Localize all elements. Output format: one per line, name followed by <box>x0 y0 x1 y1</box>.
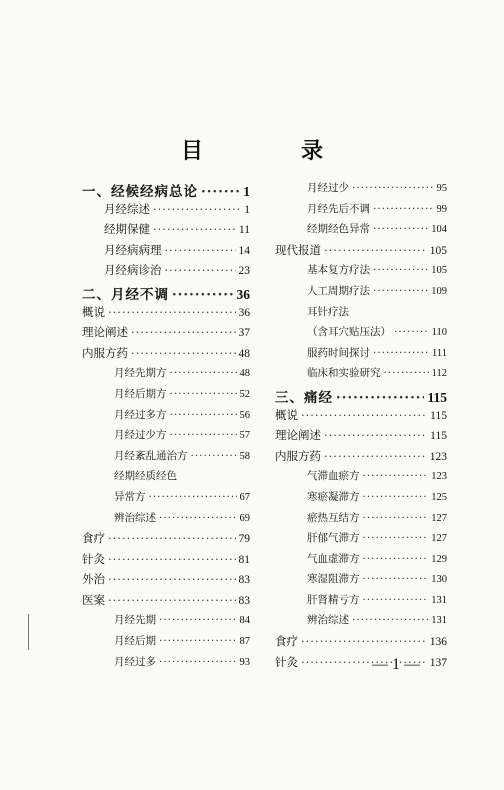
toc-entry-page: 137 <box>429 656 447 669</box>
toc-entry-label: 理论阐述 <box>82 325 128 340</box>
dot-leader <box>191 450 237 462</box>
toc-entry[interactable] <box>275 468 447 489</box>
toc-entry-page: 99 <box>436 203 447 215</box>
toc-entry-label: 概说 <box>82 304 105 319</box>
dot-leader <box>363 512 429 524</box>
toc-entry-page: 127 <box>431 533 447 545</box>
toc-entry-label: 概说 <box>275 407 298 422</box>
toc-entry-page: 48 <box>238 347 250 360</box>
toc-entry[interactable] <box>275 221 447 242</box>
toc-entry-page: 115 <box>430 409 447 422</box>
toc-entry-page: 11 <box>238 224 250 237</box>
toc-entry-label: 辨治综述 <box>114 511 156 524</box>
toc-entry-label: 针灸 <box>82 551 105 566</box>
toc-entry[interactable] <box>275 633 447 654</box>
toc-entry[interactable] <box>82 201 250 222</box>
toc-entry[interactable] <box>82 510 250 531</box>
toc-entry[interactable] <box>82 489 250 510</box>
toc-entry-page: 127 <box>431 512 447 524</box>
toc-entry-page: 87 <box>239 636 250 648</box>
toc-entry[interactable] <box>275 365 447 386</box>
dot-leader <box>170 429 237 441</box>
toc-entry[interactable] <box>275 571 447 592</box>
page-edge-mark <box>28 614 29 650</box>
toc-entry-page: 36 <box>236 286 250 302</box>
page-title: 目 录 <box>180 138 361 164</box>
dot-leader <box>363 594 429 606</box>
toc-entry-label: 寒湿阻滞方 <box>307 573 360 586</box>
toc-entry-page: 111 <box>432 347 447 359</box>
toc-entry-label: 服药时间探讨 <box>307 346 370 359</box>
dot-leader <box>153 202 241 216</box>
toc-entry-label: 月经后期 <box>114 635 156 648</box>
toc-entry-label: 经期保健 <box>104 222 150 237</box>
dot-leader <box>159 635 237 647</box>
dot-leader <box>301 634 427 648</box>
toc-entry-page: 104 <box>431 224 447 236</box>
toc-entry[interactable] <box>82 571 250 592</box>
toc-entry[interactable] <box>275 242 447 263</box>
dot-leader <box>352 182 434 194</box>
dot-leader <box>165 243 236 257</box>
toc-entry-page: 129 <box>431 553 447 565</box>
toc-entry-label: 气滞血瘀方 <box>307 470 360 483</box>
dot-leader <box>373 264 428 276</box>
toc-entry[interactable] <box>275 489 447 510</box>
toc-entry-label: 异常方 <box>114 490 146 503</box>
toc-entry[interactable] <box>275 304 447 325</box>
toc-entry[interactable] <box>82 427 250 448</box>
dot-leader <box>373 223 428 235</box>
toc-entry[interactable] <box>82 448 250 469</box>
toc-entry-label: 一、经候经病总论 <box>82 184 198 200</box>
toc-entry-label: 二、月经不调 <box>82 286 169 303</box>
toc-entry-page: 123 <box>431 471 447 483</box>
dot-leader <box>373 347 429 359</box>
toc-entry[interactable] <box>275 283 447 304</box>
toc-entry-label: 月经综述 <box>104 201 150 216</box>
toc-entry[interactable] <box>275 201 447 222</box>
toc-entry-page: 125 <box>431 491 447 503</box>
toc-entry[interactable] <box>82 633 250 654</box>
dot-leader <box>301 408 427 422</box>
toc-entry-label: 食疗 <box>82 531 105 546</box>
toc-entry[interactable] <box>275 180 447 201</box>
dot-leader <box>363 491 429 503</box>
page-number: — 1 — <box>372 656 420 673</box>
toc-entry-page: 1 <box>243 184 250 199</box>
toc-entry-label: 月经后期方 <box>114 387 167 400</box>
toc-entry-label: 月经过少方 <box>114 429 167 442</box>
dot-leader <box>363 573 429 585</box>
toc-entry[interactable] <box>275 654 447 675</box>
dot-leader <box>324 428 427 442</box>
dot-leader <box>373 203 434 215</box>
toc-entry-page: 52 <box>239 388 250 400</box>
dot-leader <box>170 388 237 400</box>
toc-entry-page: 84 <box>239 615 250 627</box>
dot-leader <box>352 614 428 626</box>
toc-entry-page: 95 <box>436 183 447 194</box>
toc-entry[interactable] <box>275 612 447 633</box>
toc-entry[interactable] <box>82 324 250 345</box>
toc-entry[interactable] <box>275 262 447 283</box>
toc-right-column <box>275 180 447 674</box>
toc-entry-label: 理论阐述 <box>275 428 321 443</box>
dot-leader <box>131 346 236 360</box>
toc-entry-page: 93 <box>239 656 250 668</box>
toc-entry-label: 内服方药 <box>275 448 321 463</box>
dot-leader <box>108 531 236 545</box>
toc-entry-page: 115 <box>427 389 447 405</box>
toc-entry-label: 耳针疗法 <box>307 305 349 318</box>
toc-entry-page: 58 <box>239 450 250 462</box>
dot-leader <box>363 532 429 544</box>
toc-entry-label: 现代报道 <box>275 242 321 257</box>
toc-entry-page: 131 <box>431 615 447 627</box>
toc-entry-label: 气血虚滞方 <box>307 552 360 565</box>
toc-entry-label: 三、痛经 <box>275 389 333 406</box>
toc-entry[interactable] <box>82 551 250 572</box>
toc-entry[interactable] <box>275 386 447 407</box>
toc-entry-label: 辨治综述 <box>307 614 349 627</box>
dot-leader <box>159 614 237 626</box>
dot-leader <box>159 656 237 668</box>
toc-entry[interactable] <box>82 386 250 407</box>
dot-leader <box>108 552 236 566</box>
dot-leader <box>384 367 429 379</box>
toc-entry-page: 123 <box>429 450 447 463</box>
toc-entry-label: 月经过少 <box>307 182 349 194</box>
toc-entry-page: 69 <box>239 512 250 524</box>
toc-entry[interactable] <box>82 283 250 304</box>
dot-leader <box>170 409 237 421</box>
toc-entry-label: 肝郁气滞方 <box>307 532 360 545</box>
dot-leader <box>172 287 234 303</box>
dot-leader <box>363 470 429 482</box>
toc-entry-label: 瘀热互结方 <box>307 511 360 524</box>
toc-entry-page: 67 <box>239 491 250 503</box>
toc-entry-label: 基本复方疗法 <box>307 264 370 277</box>
toc-entry[interactable] <box>82 612 250 633</box>
toc-entry[interactable] <box>82 468 250 489</box>
dot-leader <box>324 243 427 257</box>
toc-entry-label: 内服方药 <box>82 345 128 360</box>
toc-entry[interactable] <box>275 551 447 572</box>
toc-entry-label: 食疗 <box>275 634 298 649</box>
toc-entry[interactable] <box>275 530 447 551</box>
dot-leader <box>363 553 429 565</box>
dot-leader <box>336 390 424 406</box>
dot-leader <box>108 572 236 586</box>
toc-entry-page: 105 <box>431 265 447 277</box>
toc-entry-page: 83 <box>238 574 250 587</box>
toc-entry-label: 医案 <box>82 592 105 607</box>
toc-entry-page: 14 <box>238 244 250 257</box>
toc-entry-label: 月经过多 <box>114 655 156 668</box>
toc-entry-page: 48 <box>239 368 250 380</box>
toc-entry-label: 寒瘀凝滞方 <box>307 490 360 503</box>
toc-entry[interactable] <box>82 530 250 551</box>
toc-left-column <box>82 180 250 674</box>
toc-entry-label: （含耳穴贴压法） <box>307 326 391 339</box>
toc-entry[interactable] <box>275 345 447 366</box>
toc-entry[interactable] <box>275 592 447 613</box>
toc-entry-page: 105 <box>429 244 447 257</box>
toc-entry-page: 56 <box>239 409 250 421</box>
dot-leader <box>373 285 428 297</box>
dot-leader <box>153 222 236 236</box>
toc-entry-page: 110 <box>431 327 447 339</box>
toc-entry-label: 人工周期疗法 <box>307 284 370 297</box>
toc-entry-page: 79 <box>238 533 250 546</box>
toc-entry-page: 1 <box>244 203 250 216</box>
toc-entry[interactable] <box>275 427 447 448</box>
dot-leader <box>108 305 236 319</box>
dot-leader <box>394 326 429 338</box>
toc-entry-label: 月经病病理 <box>104 242 162 257</box>
toc-entry-page: 57 <box>239 430 250 442</box>
dot-leader <box>324 449 427 463</box>
toc-entry-page: 36 <box>238 306 250 319</box>
toc-entry-label: 外治 <box>82 572 105 587</box>
toc-entry-page: 131 <box>431 594 447 606</box>
dot-leader <box>131 325 236 339</box>
toc-entry-page: 136 <box>429 636 447 649</box>
toc-entry[interactable] <box>82 592 250 613</box>
toc-entry[interactable] <box>275 407 447 428</box>
toc-entry[interactable] <box>275 448 447 469</box>
toc-entry-page: 37 <box>238 327 250 340</box>
toc-entry[interactable] <box>82 654 250 675</box>
toc-entry[interactable] <box>82 180 250 201</box>
toc-entry-label: 临床和实验研究 <box>307 367 381 380</box>
toc-entry-label: 月经先期 <box>114 614 156 627</box>
toc-entry-label: 月经紊乱通治方 <box>114 449 188 462</box>
toc-entry[interactable] <box>82 262 250 283</box>
toc-entry[interactable] <box>82 345 250 366</box>
dot-leader <box>149 491 237 503</box>
toc-entry-page: 115 <box>430 430 447 443</box>
toc-entry-label: 针灸 <box>275 654 298 669</box>
toc-entry[interactable] <box>82 407 250 428</box>
toc-entry-page: 112 <box>431 368 447 380</box>
toc-entry-page: 83 <box>238 594 250 607</box>
dot-leader <box>165 263 236 277</box>
toc-entry-page: 109 <box>431 285 447 297</box>
toc-entry-page: 130 <box>431 574 447 586</box>
dot-leader <box>108 593 236 607</box>
toc-entry[interactable] <box>82 365 250 386</box>
toc-entry-page: 81 <box>238 553 250 566</box>
toc-entry-label: 月经先期方 <box>114 367 167 380</box>
dot-leader <box>159 512 237 524</box>
toc-entry[interactable] <box>275 510 447 531</box>
toc-entry-label: 月经病诊治 <box>104 263 162 278</box>
toc-entry[interactable] <box>275 324 447 345</box>
toc-entry-label: 月经过多方 <box>114 408 167 421</box>
toc-entry-label: 经期经色异常 <box>307 223 370 236</box>
toc-entry-label: 肝肾精亏方 <box>307 593 360 606</box>
toc-entry-page: 23 <box>238 265 250 278</box>
toc-entry[interactable] <box>82 221 250 242</box>
toc-entry[interactable] <box>82 304 250 325</box>
toc-entry[interactable] <box>82 242 250 263</box>
dot-leader <box>170 367 237 379</box>
toc-entry-label: 月经先后不调 <box>307 202 370 215</box>
toc-entry-label: 经期经质经色 <box>114 470 177 483</box>
dot-leader <box>201 184 240 200</box>
